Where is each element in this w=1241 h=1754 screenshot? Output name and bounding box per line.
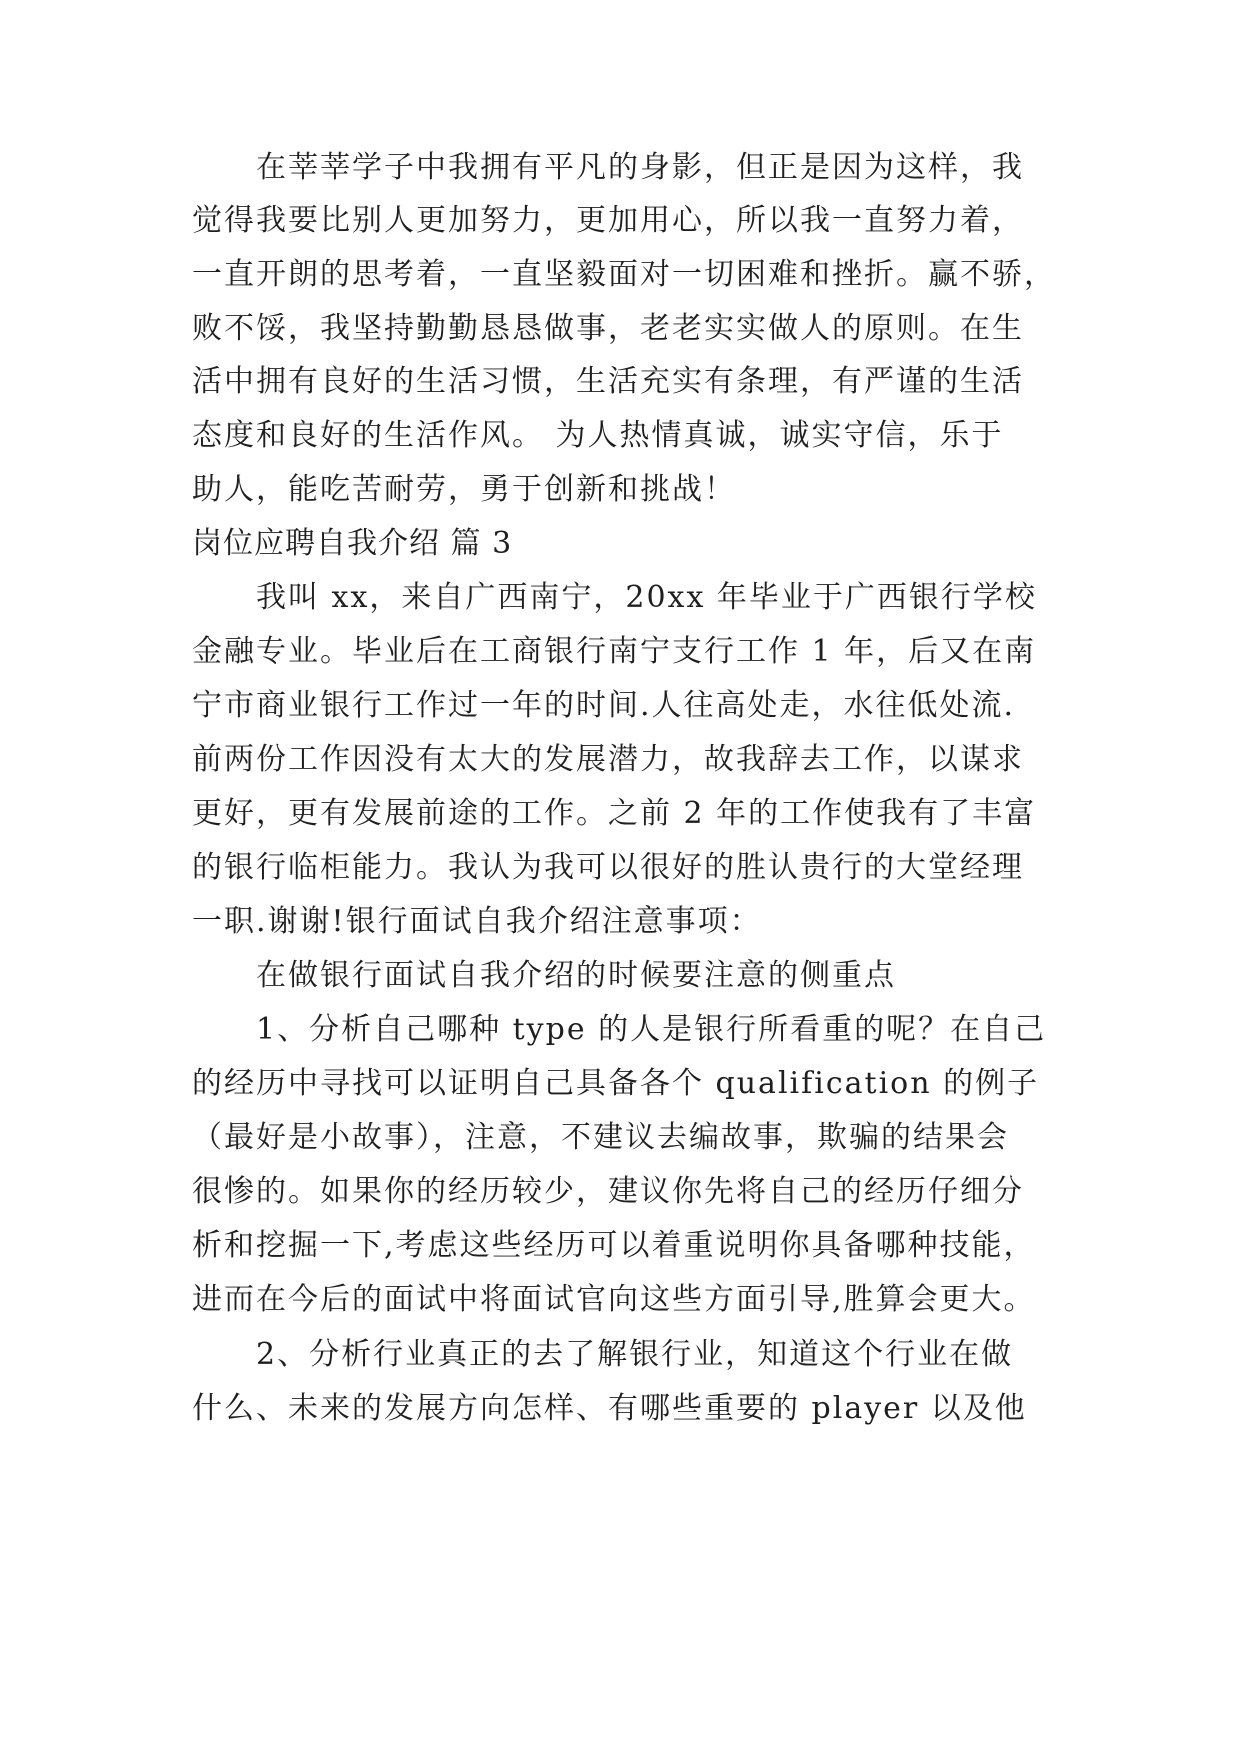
text-line: 宁市商业银行工作过一年的时间.人往高处走，水往低处流. <box>192 688 1016 723</box>
text-line: 我叫 xx，来自广西南宁，20xx 年毕业于广西银行学校 <box>256 580 1037 615</box>
text-line: 析和挖掘一下,考虑这些经历可以着重说明你具备哪种技能， <box>192 1228 1036 1263</box>
text-line: 助人，能吃苦耐劳，勇于创新和挑战！ <box>192 472 736 507</box>
text-line: 活中拥有良好的生活习惯，生活充实有条理，有严谨的生活 <box>192 364 1024 399</box>
text-line: 一直开朗的思考着，一直坚毅面对一切困难和挫折。赢不骄， <box>192 257 1056 292</box>
text-line: 进而在今后的面试中将面试官向这些方面引导,胜算会更大。 <box>192 1282 1036 1317</box>
text-line: 在做银行面试自我介绍的时候要注意的侧重点 <box>256 958 896 993</box>
section-heading: 岗位应聘自我介绍 篇 3 <box>192 526 513 561</box>
text-line: 的银行临柜能力。我认为我可以很好的胜认贵行的大堂经理 <box>192 850 1024 885</box>
text-line: 1、分析自己哪种 type 的人是银行所看重的呢？在自己 <box>256 1012 1047 1047</box>
text-line: 更好，更有发展前途的工作。之前 2 年的工作使我有了丰富 <box>192 796 1037 831</box>
text-line: 什么、未来的发展方向怎样、有哪些重要的 player 以及他 <box>192 1391 1027 1426</box>
text-line: 败不馁，我坚持勤勤恳恳做事，老老实实做人的原则。在生 <box>192 311 1024 346</box>
text-line: 的经历中寻找可以证明自己具备各个 qualification 的例子 <box>192 1066 1040 1101</box>
text-line: 觉得我要比别人更加努力，更加用心，所以我一直努力着， <box>192 203 1024 238</box>
text-line: 2、分析行业真正的去了解银行业，知道这个行业在做 <box>256 1337 1014 1372</box>
text-line: 一职.谢谢!银行面试自我介绍注意事项： <box>192 904 762 939</box>
text-line: （最好是小故事），注意，不建议去编故事，欺骗的结果会 <box>192 1120 1009 1155</box>
text-line: 态度和良好的生活作风。 为人热情真诚，诚实守信，乐于 <box>192 418 1004 453</box>
text-line: 前两份工作因没有太大的发展潜力，故我辞去工作，以谋求 <box>192 742 1024 777</box>
text-line: 很惨的。如果你的经历较少，建议你先将自己的经历仔细分 <box>192 1174 1024 1209</box>
text-line: 金融专业。毕业后在工商银行南宁支行工作 1 年，后又在南 <box>192 634 1037 669</box>
text-line: 在莘莘学子中我拥有平凡的身影，但正是因为这样，我 <box>256 150 1024 185</box>
